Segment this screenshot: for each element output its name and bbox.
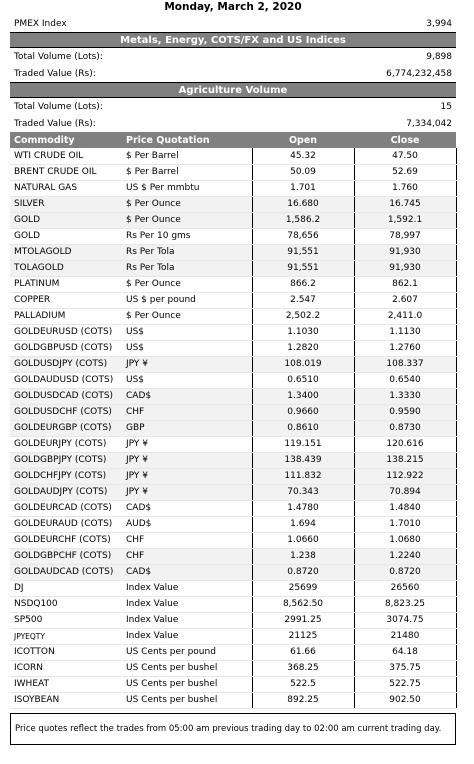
commodity-cell: DJ xyxy=(10,580,122,596)
table-row xyxy=(10,356,456,372)
open-cell: 1.2820 xyxy=(252,340,354,356)
agri-volume-label: Total Volume (Lots): xyxy=(14,101,103,112)
table-row xyxy=(10,276,456,292)
metals-value-row xyxy=(10,65,456,82)
price-quotation-cell: CAD$ xyxy=(122,388,252,404)
close-cell: 91,930 xyxy=(354,244,456,260)
close-cell: 120.616 xyxy=(354,436,456,452)
open-cell: 522.5 xyxy=(252,676,354,692)
table-row xyxy=(10,420,456,436)
table-row xyxy=(10,436,456,452)
table-row xyxy=(10,292,456,308)
commodity-cell: COPPER xyxy=(10,292,122,308)
commodity-cell: GOLD xyxy=(10,228,122,244)
table-row xyxy=(10,372,456,388)
open-cell: 2.547 xyxy=(252,292,354,308)
open-cell: 45.32 xyxy=(252,148,354,164)
close-cell: 0.6540 xyxy=(354,372,456,388)
close-cell: 52.69 xyxy=(354,164,456,180)
open-cell: 91,551 xyxy=(252,244,354,260)
price-quotation-cell: $ Per Ounce xyxy=(122,308,252,324)
commodity-table xyxy=(10,132,457,709)
open-cell: 1.694 xyxy=(252,516,354,532)
commodity-cell: GOLDGBPJPY (COTS) xyxy=(10,452,122,468)
price-quotation-cell: $ Per Barrel xyxy=(122,164,252,180)
open-cell: 119.151 xyxy=(252,436,354,452)
table-header-row xyxy=(10,132,456,148)
commodity-cell: SILVER xyxy=(10,196,122,212)
price-quotation-cell: US Cents per bushel xyxy=(122,660,252,676)
price-sheet xyxy=(10,0,456,745)
close-cell: 1.3330 xyxy=(354,388,456,404)
close-cell: 2.607 xyxy=(354,292,456,308)
close-cell: 64.18 xyxy=(354,644,456,660)
open-cell: 1.4780 xyxy=(252,500,354,516)
open-cell: 25699 xyxy=(252,580,354,596)
table-row xyxy=(10,148,456,164)
open-cell: 0.6510 xyxy=(252,372,354,388)
price-quotation-cell: Index Value xyxy=(122,628,252,644)
close-cell: 2,411.0 xyxy=(354,308,456,324)
open-cell: 108.019 xyxy=(252,356,354,372)
close-cell: 1.4840 xyxy=(354,500,456,516)
table-row xyxy=(10,500,456,516)
table-row xyxy=(10,548,456,564)
commodity-cell: NATURAL GAS xyxy=(10,180,122,196)
table-row xyxy=(10,628,456,644)
table-row xyxy=(10,164,456,180)
close-cell: 112.922 xyxy=(354,468,456,484)
close-cell: 70.894 xyxy=(354,484,456,500)
close-cell: 1.2240 xyxy=(354,548,456,564)
commodity-cell: GOLDEURUSD (COTS) xyxy=(10,324,122,340)
metals-volume-row xyxy=(10,48,456,65)
commodity-cell: GOLDEURCHF (COTS) xyxy=(10,532,122,548)
header-open: Open xyxy=(252,132,354,148)
close-cell: 1.1130 xyxy=(354,324,456,340)
open-cell: 50.09 xyxy=(252,164,354,180)
table-row xyxy=(10,516,456,532)
price-quotation-cell: $ Per Ounce xyxy=(122,196,252,212)
close-cell: 1.760 xyxy=(354,180,456,196)
open-cell: 0.8610 xyxy=(252,420,354,436)
close-cell: 0.8720 xyxy=(354,564,456,580)
commodity-cell: TOLAGOLD xyxy=(10,260,122,276)
open-cell: 70.343 xyxy=(252,484,354,500)
table-row xyxy=(10,484,456,500)
commodity-cell: NSDQ100 xyxy=(10,596,122,612)
commodity-cell: GOLDUSDJPY (COTS) xyxy=(10,356,122,372)
close-cell: 21480 xyxy=(354,628,456,644)
open-cell: 91,551 xyxy=(252,260,354,276)
open-cell: 8,562.50 xyxy=(252,596,354,612)
price-quotation-cell: US Cents per pound xyxy=(122,644,252,660)
commodity-cell: GOLDEURAUD (COTS) xyxy=(10,516,122,532)
commodity-cell: ICORN xyxy=(10,660,122,676)
table-row xyxy=(10,180,456,196)
table-row xyxy=(10,260,456,276)
commodity-cell: PLATINUM xyxy=(10,276,122,292)
commodity-cell: PALLADIUM xyxy=(10,308,122,324)
price-quotation-cell: US Cents per bushel xyxy=(122,676,252,692)
close-cell: 1.7010 xyxy=(354,516,456,532)
close-cell: 91,930 xyxy=(354,260,456,276)
price-quotation-cell: $ Per Barrel xyxy=(122,148,252,164)
table-row xyxy=(10,324,456,340)
pmex-index-value: 3,994 xyxy=(426,18,452,29)
table-row xyxy=(10,596,456,612)
metals-volume-label: Total Volume (Lots): xyxy=(14,51,103,62)
commodity-cell: SP500 xyxy=(10,612,122,628)
agri-volume-row xyxy=(10,98,456,115)
commodity-cell: GOLDAUDUSD (COTS) xyxy=(10,372,122,388)
close-cell: 375.75 xyxy=(354,660,456,676)
table-row xyxy=(10,468,456,484)
open-cell: 78,656 xyxy=(252,228,354,244)
table-row xyxy=(10,612,456,628)
open-cell: 21125 xyxy=(252,628,354,644)
close-cell: 0.9590 xyxy=(354,404,456,420)
open-cell: 0.9660 xyxy=(252,404,354,420)
open-cell: 2,502.2 xyxy=(252,308,354,324)
price-quotation-cell: US$ xyxy=(122,372,252,388)
header-commodity: Commodity xyxy=(10,132,122,148)
table-row xyxy=(10,644,456,660)
price-quotation-cell: US $ per pound xyxy=(122,292,252,308)
close-cell: 522.75 xyxy=(354,676,456,692)
price-quotation-cell: CAD$ xyxy=(122,564,252,580)
price-quotation-cell: US $ Per mmbtu xyxy=(122,180,252,196)
price-quotation-cell: JPY ¥ xyxy=(122,484,252,500)
price-quotation-cell: AUD$ xyxy=(122,516,252,532)
price-quotation-cell: CHF xyxy=(122,548,252,564)
metals-volume-value: 9,898 xyxy=(426,51,452,62)
price-quotation-cell: US Cents per bushel xyxy=(122,692,252,708)
close-cell: 862.1 xyxy=(354,276,456,292)
open-cell: 1.3400 xyxy=(252,388,354,404)
open-cell: 2991.25 xyxy=(252,612,354,628)
open-cell: 866.2 xyxy=(252,276,354,292)
price-quotation-cell: JPY ¥ xyxy=(122,468,252,484)
agri-section-title: Agriculture Volume xyxy=(10,82,456,98)
open-cell: 1.238 xyxy=(252,548,354,564)
price-quotation-cell: CHF xyxy=(122,404,252,420)
table-row xyxy=(10,532,456,548)
table-row xyxy=(10,452,456,468)
metals-section-title: Metals, Energy, COTS/FX and US Indices xyxy=(10,32,456,48)
open-cell: 111.832 xyxy=(252,468,354,484)
table-row xyxy=(10,196,456,212)
price-quotation-cell: US$ xyxy=(122,340,252,356)
commodity-cell: MTOLAGOLD xyxy=(10,244,122,260)
header-close: Close xyxy=(354,132,456,148)
open-cell: 368.25 xyxy=(252,660,354,676)
table-row xyxy=(10,388,456,404)
close-cell: 0.8730 xyxy=(354,420,456,436)
footer-note: Price quotes reflect the trades from 05:00 am previous trading day to 02:00 am current trading day. xyxy=(10,713,456,745)
open-cell: 138.439 xyxy=(252,452,354,468)
table-row xyxy=(10,404,456,420)
close-cell: 108.337 xyxy=(354,356,456,372)
commodity-cell: GOLDEURGBP (COTS) xyxy=(10,420,122,436)
close-cell: 26560 xyxy=(354,580,456,596)
commodity-cell: GOLDGBPCHF (COTS) xyxy=(10,548,122,564)
report-date: Monday, March 2, 2020 xyxy=(164,1,302,13)
commodity-cell: WTI CRUDE OIL xyxy=(10,148,122,164)
header-price-quotation: Price Quotation xyxy=(122,132,252,148)
open-cell: 1.701 xyxy=(252,180,354,196)
price-quotation-cell: Index Value xyxy=(122,612,252,628)
close-cell: 3074.75 xyxy=(354,612,456,628)
commodity-cell: GOLDAUDJPY (COTS) xyxy=(10,484,122,500)
table-row xyxy=(10,244,456,260)
pmex-index-row xyxy=(10,15,456,32)
price-quotation-cell: CHF xyxy=(122,532,252,548)
metals-value-label: Traded Value (Rs): xyxy=(14,68,96,79)
commodity-cell: GOLDGBPUSD (COTS) xyxy=(10,340,122,356)
price-quotation-cell: $ Per Ounce xyxy=(122,212,252,228)
agri-value-row xyxy=(10,115,456,132)
price-quotation-cell: Rs Per Tola xyxy=(122,260,252,276)
table-row xyxy=(10,580,456,596)
price-quotation-cell: GBP xyxy=(122,420,252,436)
close-cell: 16.745 xyxy=(354,196,456,212)
commodity-cell: ICOTTON xyxy=(10,644,122,660)
open-cell: 1.0660 xyxy=(252,532,354,548)
table-row xyxy=(10,228,456,244)
price-quotation-cell: JPY ¥ xyxy=(122,436,252,452)
pmex-index-label: PMEX Index xyxy=(14,18,67,29)
close-cell: 1.2760 xyxy=(354,340,456,356)
agri-value-value: 7,334,042 xyxy=(406,118,452,129)
open-cell: 0.8720 xyxy=(252,564,354,580)
table-row xyxy=(10,564,456,580)
table-row xyxy=(10,340,456,356)
price-quotation-cell: Rs Per Tola xyxy=(122,244,252,260)
commodity-cell: GOLDUSDCHF (COTS) xyxy=(10,404,122,420)
commodity-cell: GOLDCHFJPY (COTS) xyxy=(10,468,122,484)
close-cell: 902.50 xyxy=(354,692,456,708)
open-cell: 1.1030 xyxy=(252,324,354,340)
table-row xyxy=(10,676,456,692)
commodity-cell: JPYEQTY xyxy=(10,628,122,644)
agri-volume-value: 15 xyxy=(440,101,452,112)
commodity-cell: ISOYBEAN xyxy=(10,692,122,708)
agri-value-label: Traded Value (Rs): xyxy=(14,118,96,129)
price-quotation-cell: $ Per Ounce xyxy=(122,276,252,292)
open-cell: 16.680 xyxy=(252,196,354,212)
price-quotation-cell: JPY ¥ xyxy=(122,452,252,468)
price-quotation-cell: Index Value xyxy=(122,596,252,612)
close-cell: 8,823.25 xyxy=(354,596,456,612)
close-cell: 1.0680 xyxy=(354,532,456,548)
metals-value-value: 6,774,232,458 xyxy=(386,68,452,79)
table-row xyxy=(10,660,456,676)
price-quotation-cell: Rs Per 10 gms xyxy=(122,228,252,244)
close-cell: 47.50 xyxy=(354,148,456,164)
price-quotation-cell: JPY ¥ xyxy=(122,356,252,372)
open-cell: 1,586.2 xyxy=(252,212,354,228)
table-row xyxy=(10,308,456,324)
commodity-cell: GOLD xyxy=(10,212,122,228)
commodity-cell: BRENT CRUDE OIL xyxy=(10,164,122,180)
price-quotation-cell: US$ xyxy=(122,324,252,340)
commodity-cell: GOLDEURCAD (COTS) xyxy=(10,500,122,516)
commodity-cell: GOLDUSDCAD (COTS) xyxy=(10,388,122,404)
open-cell: 892.25 xyxy=(252,692,354,708)
close-cell: 1,592.1 xyxy=(354,212,456,228)
close-cell: 138.215 xyxy=(354,452,456,468)
commodity-cell: GOLDEURJPY (COTS) xyxy=(10,436,122,452)
open-cell: 61.66 xyxy=(252,644,354,660)
close-cell: 78,997 xyxy=(354,228,456,244)
price-quotation-cell: CAD$ xyxy=(122,500,252,516)
price-quotation-cell: Index Value xyxy=(122,580,252,596)
table-row xyxy=(10,212,456,228)
table-row xyxy=(10,692,456,708)
commodity-cell: IWHEAT xyxy=(10,676,122,692)
commodity-cell: GOLDAUDCAD (COTS) xyxy=(10,564,122,580)
